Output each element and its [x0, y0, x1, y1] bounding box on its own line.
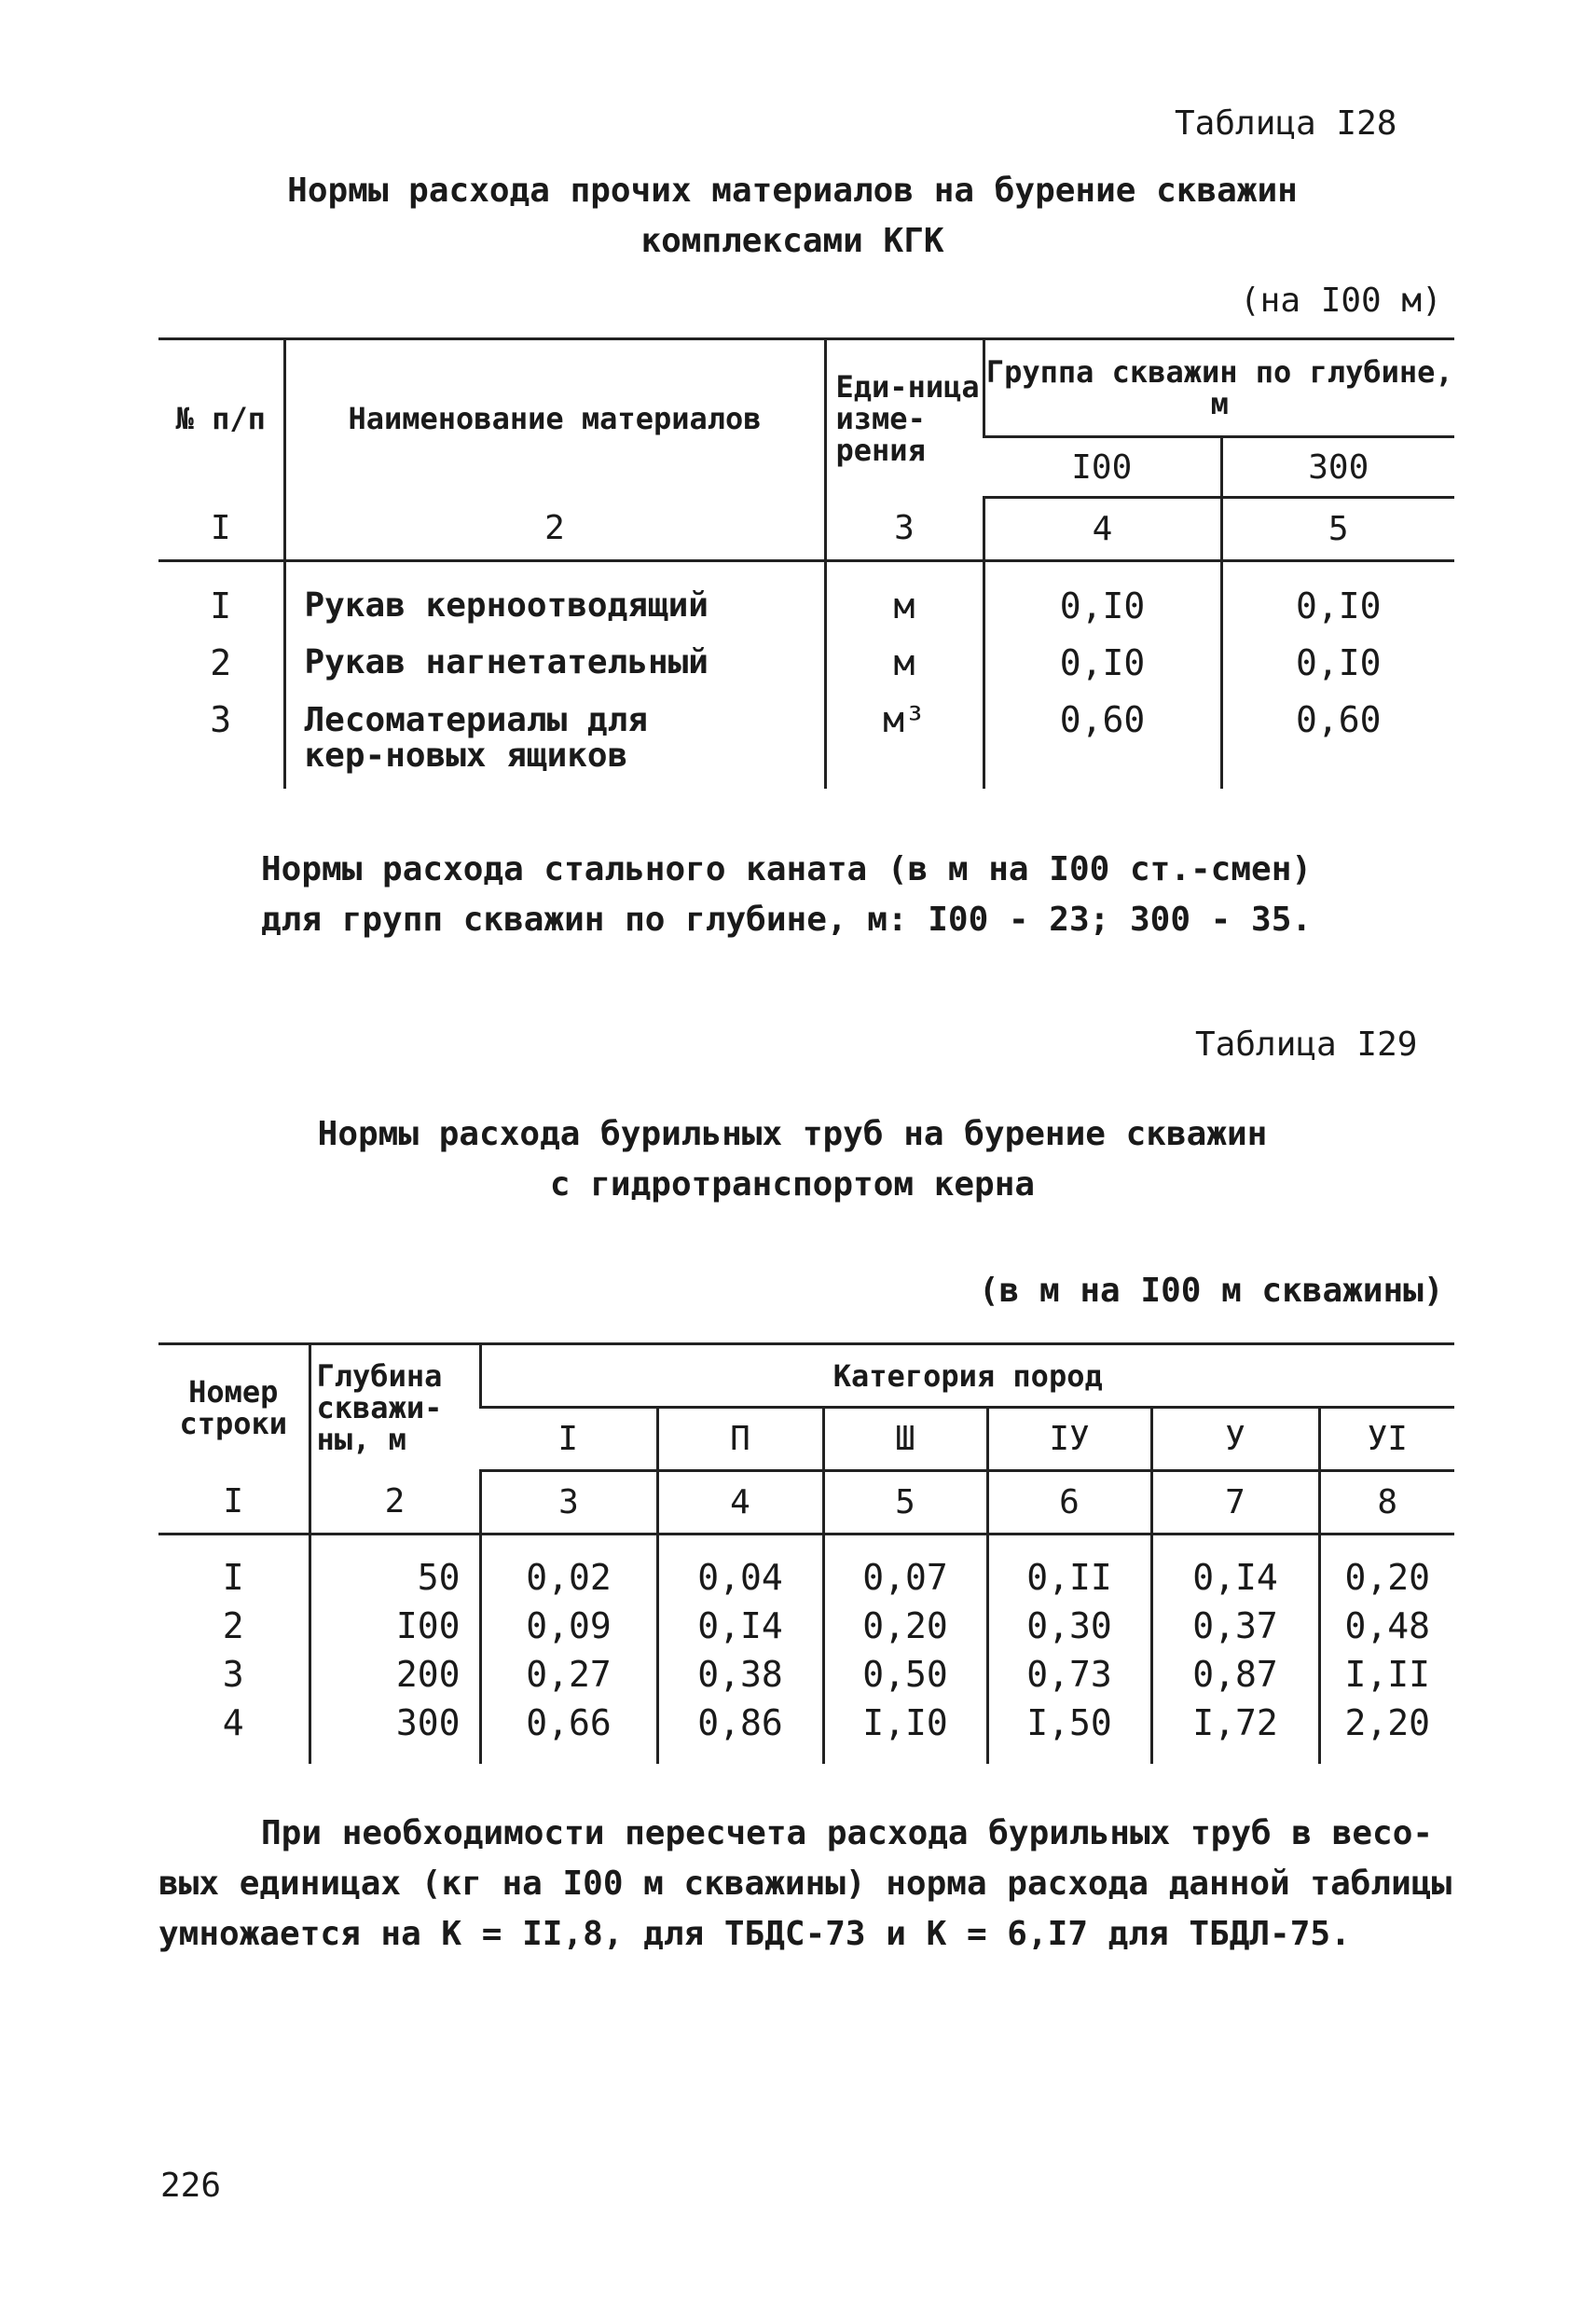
header-d300: 300	[1221, 437, 1454, 498]
table-128-note-line2: для групп скважин по глубине, м: I00 - 23; 300 - 35.	[261, 901, 1313, 939]
col-number: 8	[1319, 1471, 1454, 1534]
category-header: У	[1151, 1408, 1319, 1471]
value-cell: 0,I4	[1151, 1553, 1319, 1602]
category-header: УI	[1319, 1408, 1454, 1471]
depth-cell: 300	[310, 1699, 480, 1764]
unit-cell: м³	[825, 695, 984, 789]
header-num: № п/п	[158, 339, 284, 498]
header-category: Категория пород	[480, 1344, 1454, 1408]
col-number: I	[158, 1471, 310, 1534]
col-number: 2	[284, 498, 825, 561]
value-cell: I,I0	[823, 1699, 987, 1764]
material-name: Рукав нагнетательный	[284, 630, 825, 695]
category-header: П	[657, 1408, 823, 1471]
row-number: I	[210, 585, 232, 626]
header-depth: Глубина скважи-ны, м	[310, 1344, 480, 1471]
header-name: Наименование материалов	[284, 339, 825, 498]
value-cell: 0,37	[1151, 1602, 1319, 1650]
value-cell: 0,48	[1319, 1602, 1454, 1650]
col-number: 4	[984, 498, 1221, 561]
table-row	[158, 582, 1454, 630]
table-129-note-line2: вых единицах (кг на I00 м скважины) норма расхода данной таблицы	[158, 1865, 1452, 1903]
value-cell: 0,50	[823, 1650, 987, 1699]
page-number: 226	[160, 2167, 222, 2205]
value-cell: 0,87	[1151, 1650, 1319, 1699]
col-number: 4	[657, 1471, 823, 1534]
table-128-title-line2: комплексами КГК	[640, 222, 944, 260]
value-cell: 0,II	[987, 1553, 1151, 1602]
value-cell: 0,04	[657, 1553, 823, 1602]
value-cell: 0,02	[480, 1553, 657, 1602]
depth-cell: I00	[310, 1602, 480, 1650]
table-129-unit-note: (в м на I00 м скважины)	[979, 1272, 1444, 1310]
table-129-title-line1: Нормы расхода бурильных труб на бурение скважин	[317, 1115, 1268, 1153]
table-128-note-line1: Нормы расхода стального каната (в м на I00 ст.-смен)	[261, 850, 1313, 888]
row-number: 2	[210, 641, 232, 683]
unit-cell: м	[825, 582, 984, 630]
value-cell: I,II	[1319, 1650, 1454, 1699]
value-cell: I,72	[1151, 1699, 1319, 1764]
table-129-label: Таблица I29	[1195, 1025, 1418, 1064]
material-name: Лесоматериалы для кер-новых ящиков	[284, 695, 825, 789]
value-100: 0,I0	[984, 582, 1221, 630]
row-number: 2	[222, 1604, 244, 1646]
table-129-note-line3: умножается на К = II,8, для ТБДС-73 и К = 6,I7 для ТБДЛ-75.	[158, 1915, 1351, 1953]
value-100: 0,I0	[984, 630, 1221, 695]
header-row-number: Номер строки	[158, 1344, 310, 1471]
col-number: 3	[825, 498, 984, 561]
value-cell: 0,09	[480, 1602, 657, 1650]
value-cell: 0,30	[987, 1602, 1151, 1650]
col-number: 3	[480, 1471, 657, 1534]
table-row	[158, 1553, 1454, 1602]
table-row	[158, 630, 1454, 695]
col-number: 5	[1221, 498, 1454, 561]
value-cell: I,50	[987, 1699, 1151, 1764]
table-128-label: Таблица I28	[1175, 104, 1397, 143]
value-cell: 0,20	[823, 1602, 987, 1650]
header-d100: I00	[984, 437, 1221, 498]
value-cell: 0,07	[823, 1553, 987, 1602]
col-number: 6	[987, 1471, 1151, 1534]
material-name: Рукав керноотводящий	[284, 582, 825, 630]
depth-cell: 200	[310, 1650, 480, 1699]
table-129	[158, 1342, 1454, 1764]
value-cell: 0,86	[657, 1699, 823, 1764]
table-129-note-line1: При необходимости пересчета расхода бурильных труб в весо-	[261, 1814, 1434, 1852]
row-number: 4	[222, 1701, 244, 1743]
value-cell: 0,73	[987, 1650, 1151, 1699]
table-row	[158, 1699, 1454, 1764]
value-cell: 0,38	[657, 1650, 823, 1699]
value-cell: 2,20	[1319, 1699, 1454, 1764]
value-cell: 0,66	[480, 1699, 657, 1764]
row-number: I	[222, 1556, 244, 1598]
table-128-unit-note: (на I00 м)	[1240, 282, 1442, 320]
category-header: IУ	[987, 1408, 1151, 1471]
col-number: 5	[823, 1471, 987, 1534]
unit-cell: м	[825, 630, 984, 695]
table-row	[158, 1602, 1454, 1650]
table-128-title-line1: Нормы расхода прочих материалов на бурение скважин	[287, 172, 1298, 210]
col-number: 7	[1151, 1471, 1319, 1534]
value-cell: 0,20	[1319, 1553, 1454, 1602]
depth-cell: 50	[310, 1553, 480, 1602]
header-unit: Еди-ница изме-рения	[825, 339, 984, 498]
table-row	[158, 1650, 1454, 1699]
col-number: I	[158, 498, 284, 561]
value-300: 0,I0	[1221, 630, 1454, 695]
value-cell: 0,27	[480, 1650, 657, 1699]
header-group: Группа скважин по глубине, м	[984, 339, 1454, 437]
row-number: 3	[222, 1653, 244, 1695]
category-header: I	[480, 1408, 657, 1471]
table-129-title-line2: с гидротранспортом керна	[549, 1165, 1036, 1204]
value-cell: 0,I4	[657, 1602, 823, 1650]
value-300: 0,60	[1221, 695, 1454, 789]
table-row	[158, 695, 1454, 789]
row-number: 3	[210, 698, 232, 740]
value-100: 0,60	[984, 695, 1221, 789]
value-300: 0,I0	[1221, 582, 1454, 630]
category-header: Ш	[823, 1408, 987, 1471]
col-number: 2	[310, 1471, 480, 1534]
table-128	[158, 337, 1454, 789]
